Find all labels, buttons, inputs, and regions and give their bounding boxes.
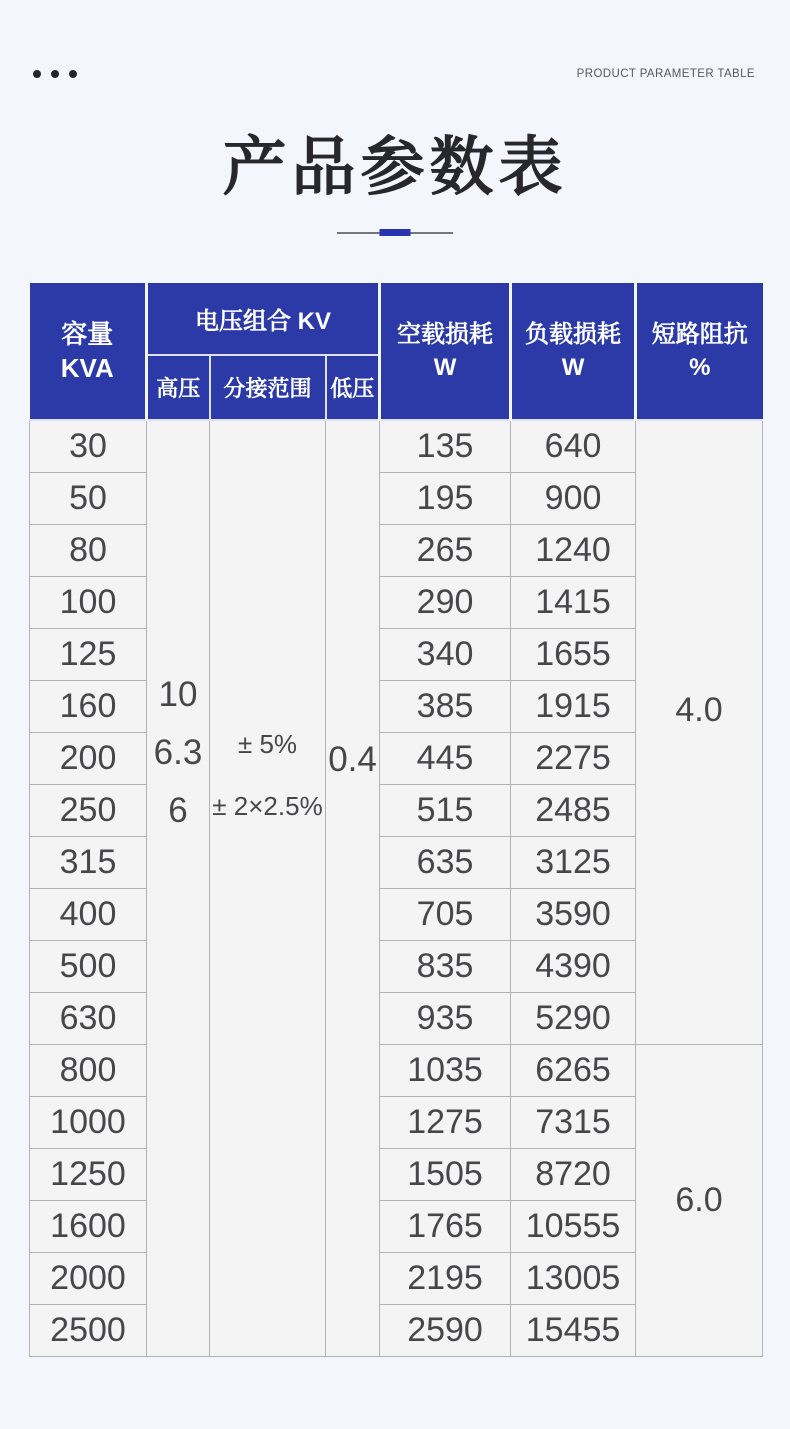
dot-icon — [51, 70, 59, 78]
table-row — [30, 1044, 763, 1096]
cell-load-loss: 1240 — [511, 524, 636, 576]
cell-no-load-loss: 340 — [380, 628, 511, 680]
cell-kva: 200 — [30, 732, 147, 784]
cell-load-loss: 10555 — [511, 1200, 636, 1252]
page-title: 产品参数表 — [222, 131, 568, 203]
cell-kva: 100 — [30, 576, 147, 628]
merged-tap-range-cell — [210, 420, 326, 1356]
header-capacity — [30, 283, 147, 420]
cell-no-load-loss: 515 — [380, 784, 511, 836]
cell-load-loss: 6265 — [511, 1044, 636, 1096]
cell-load-loss: 2275 — [511, 732, 636, 784]
cell-kva: 630 — [30, 992, 147, 1044]
impedance-group-cell: 4.0 — [636, 420, 763, 1044]
impedance-group-cell: 6.0 — [636, 1044, 763, 1356]
cell-load-loss: 4390 — [511, 940, 636, 992]
header-capacity-line2: KVA — [60, 353, 114, 383]
cell-no-load-loss: 705 — [380, 888, 511, 940]
table-row — [30, 420, 763, 472]
header-load-line2: W — [561, 354, 585, 381]
dot-icon — [69, 70, 77, 78]
cell-no-load-loss: 835 — [380, 940, 511, 992]
cell-load-loss: 1415 — [511, 576, 636, 628]
cell-load-loss: 3125 — [511, 836, 636, 888]
header-voltage-group: 电压组合 KV — [147, 283, 380, 355]
cell-kva: 500 — [30, 940, 147, 992]
header-no-load-line2: W — [433, 354, 457, 381]
cell-kva: 1000 — [30, 1096, 147, 1148]
cell-no-load-loss: 385 — [380, 680, 511, 732]
cell-kva: 80 — [30, 524, 147, 576]
cell-no-load-loss: 2590 — [380, 1304, 511, 1356]
cell-no-load-loss: 935 — [380, 992, 511, 1044]
cell-no-load-loss: 135 — [380, 420, 511, 472]
cell-no-load-loss: 265 — [380, 524, 511, 576]
header-high-voltage: 高压 — [147, 355, 210, 420]
cell-no-load-loss: 445 — [380, 732, 511, 784]
cell-kva: 2500 — [30, 1304, 147, 1356]
cell-kva: 315 — [30, 836, 147, 888]
cell-load-loss: 5290 — [511, 992, 636, 1044]
cell-load-loss: 1655 — [511, 628, 636, 680]
table-body — [30, 420, 763, 1356]
cell-load-loss: 7315 — [511, 1096, 636, 1148]
merged-low-voltage-cell: 0.4 — [326, 420, 380, 1356]
header-no-load-line1: 空载损耗 — [397, 321, 494, 348]
cell-kva: 125 — [30, 628, 147, 680]
header-low-voltage: 低压 — [326, 355, 380, 420]
cell-kva: 800 — [30, 1044, 147, 1096]
header-impedance-line2: % — [689, 354, 711, 381]
high-voltage-value: 6 — [168, 791, 188, 831]
cell-no-load-loss: 1275 — [380, 1096, 511, 1148]
top-bar — [33, 68, 755, 80]
header-load-line1: 负载损耗 — [525, 321, 622, 348]
high-voltage-value: 10 — [158, 675, 198, 715]
merged-high-voltage-cell — [147, 420, 210, 1356]
cell-load-loss: 13005 — [511, 1252, 636, 1304]
tap-range-value: ± 2×2.5% — [212, 791, 323, 822]
cell-no-load-loss: 1765 — [380, 1200, 511, 1252]
high-voltage-value: 6.3 — [153, 733, 203, 773]
cell-kva: 1600 — [30, 1200, 147, 1252]
header-row-top — [30, 283, 763, 355]
cell-kva: 50 — [30, 472, 147, 524]
header-no-load-loss — [380, 283, 511, 420]
dots-decoration — [33, 70, 77, 78]
cell-load-loss: 15455 — [511, 1304, 636, 1356]
cell-load-loss: 8720 — [511, 1148, 636, 1200]
header-capacity-line1: 容量 — [61, 319, 114, 349]
cell-kva: 1250 — [30, 1148, 147, 1200]
header-impedance-line1: 短路阻抗 — [651, 321, 748, 348]
header-tap-range: 分接范围 — [210, 355, 326, 420]
cell-no-load-loss: 635 — [380, 836, 511, 888]
eyebrow-label: PRODUCT PARAMETER TABLE — [576, 68, 755, 80]
table-header — [30, 283, 763, 420]
tap-range-value: ± 5% — [237, 729, 298, 760]
cell-kva: 250 — [30, 784, 147, 836]
cell-kva: 160 — [30, 680, 147, 732]
title-divider — [337, 228, 453, 238]
dot-icon — [33, 70, 41, 78]
cell-load-loss: 3590 — [511, 888, 636, 940]
header-load-loss — [511, 283, 636, 420]
cell-kva: 400 — [30, 888, 147, 940]
cell-load-loss: 900 — [511, 472, 636, 524]
cell-no-load-loss: 290 — [380, 576, 511, 628]
cell-kva: 2000 — [30, 1252, 147, 1304]
cell-no-load-loss: 2195 — [380, 1252, 511, 1304]
cell-no-load-loss: 1035 — [380, 1044, 511, 1096]
cell-no-load-loss: 195 — [380, 472, 511, 524]
divider-accent-block — [380, 229, 411, 236]
cell-load-loss: 640 — [511, 420, 636, 472]
cell-no-load-loss: 1505 — [380, 1148, 511, 1200]
cell-kva: 30 — [30, 420, 147, 472]
cell-load-loss: 1915 — [511, 680, 636, 732]
header-impedance — [636, 283, 763, 420]
parameter-table — [29, 283, 763, 1357]
cell-load-loss: 2485 — [511, 784, 636, 836]
